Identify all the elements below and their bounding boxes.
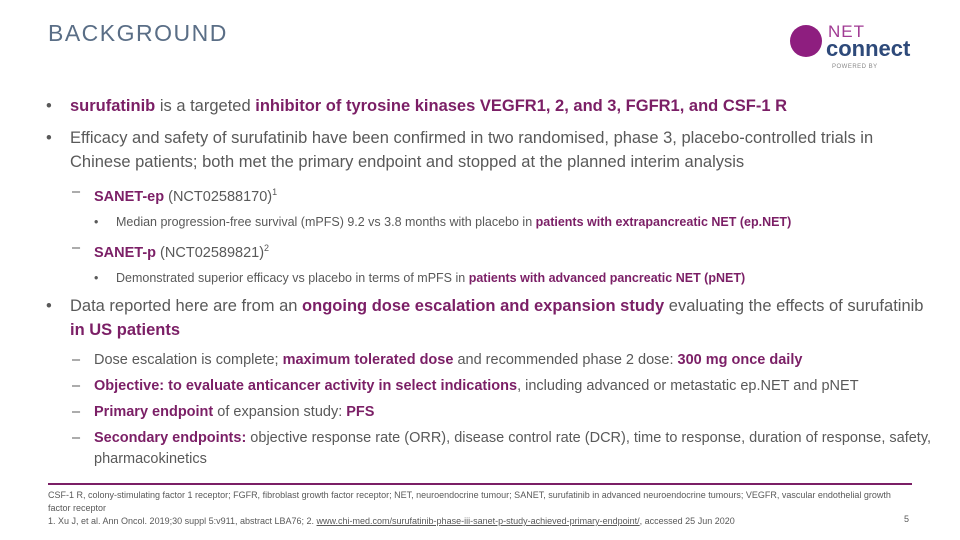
population-text: patients with advanced pancreatic NET (pNET) — [468, 270, 746, 285]
dash-glyph: – — [72, 239, 81, 256]
text-run: Demonstrated superior efficacy vs placebo in terms of mPFS in — [116, 270, 469, 285]
sub-bullet-dose — [32, 350, 932, 371]
secondary-endpoint-label: Secondary endpoints: — [94, 429, 247, 446]
logo-connect-text: connect — [826, 36, 911, 61]
bullet-efficacy — [32, 126, 932, 174]
page-title: BACKGROUND — [48, 20, 228, 46]
primary-endpoint-value: PFS — [346, 403, 375, 420]
bullet-surufatinib — [32, 94, 932, 118]
efficacy-text: Efficacy and safety of surufatinib have been confirmed in two randomised, phase 3, placebo-controlled trials in Chinese patients; both met the primary endpoint and stopped at the planned interim analysis — [70, 129, 874, 171]
text-run: Dose escalation is complete; — [94, 351, 283, 368]
dash-glyph: – — [72, 184, 81, 200]
references — [48, 515, 898, 528]
text-run: is a targeted — [155, 97, 256, 115]
sub-sub-bullet-sanet-p — [32, 268, 932, 288]
study-design-text: ongoing dose escalation and expansion study — [302, 296, 665, 315]
abbreviations: CSF-1 R, colony-stimulating factor 1 receptor; FGFR, fibroblast growth factor receptor; NET, neuroendocrine tumour; SANET, surufatinib in advanced neuroendocrine tumours; VEGFR, vascular endothelial growth factor receptor — [48, 490, 891, 513]
footnote — [48, 489, 898, 528]
trial-name: SANET-p — [94, 244, 157, 261]
bullet-glyph: • — [46, 129, 52, 147]
reference-marker: 1 — [272, 187, 278, 197]
sub-bullet-sanet-p — [32, 238, 932, 264]
population-text: in US patients — [70, 320, 181, 339]
dash-glyph: – — [72, 377, 81, 394]
population-text: patients with extrapancreatic NET (ep.NET) — [535, 214, 792, 229]
bullet-glyph: • — [46, 97, 52, 115]
sub-bullet-primary — [32, 402, 932, 423]
bullet-glyph: • — [94, 214, 99, 229]
text-run: objective response rate (ORR), disease control rate (DCR), time to response, duration of response, safety, pharmacokinetics — [94, 429, 932, 467]
bullet-study-data — [32, 294, 932, 342]
trial-name: SANET-ep — [94, 188, 165, 205]
dash-glyph: – — [72, 429, 81, 446]
reference-text: , accessed 25 Jun 2020 — [639, 516, 735, 526]
sub-bullet-secondary — [32, 428, 932, 470]
slide-content — [32, 94, 932, 470]
dash-glyph: – — [72, 403, 81, 420]
text-run: evaluating the effects of surufatinib — [664, 296, 924, 315]
reference-text: 1. Xu J, et al. Ann Oncol. 2019;30 suppl 5:v911, abstract LBA76; 2. — [48, 516, 317, 526]
text-run: , including advanced or metastatic ep.NET and pNET — [517, 377, 859, 394]
drug-name: surufatinib — [70, 97, 156, 115]
primary-endpoint-label: Primary endpoint — [94, 403, 214, 420]
page-number: 5 — [904, 514, 910, 524]
bullet-glyph: • — [94, 270, 99, 285]
footer-divider — [48, 483, 912, 485]
logo-emblem-icon — [790, 25, 822, 57]
sub-bullet-sanet-ep — [32, 182, 932, 208]
sub-bullet-objective — [32, 376, 932, 397]
text-run: and recommended phase 2 dose: — [453, 351, 678, 368]
reference-marker: 2 — [264, 242, 270, 253]
text-run: Data reported here are from an — [70, 296, 303, 315]
bullet-glyph: • — [46, 296, 52, 315]
sub-sub-bullet-sanet-ep — [32, 212, 932, 232]
text-run: of expansion study: — [213, 403, 347, 420]
objective-text: Objective: to evaluate anticancer activity in select indications — [94, 377, 518, 394]
dose-text: 300 mg once daily — [677, 351, 803, 368]
mechanism-text: inhibitor of tyrosine kinases VEGFR1, 2, and 3, FGFR1, and CSF-1 R — [255, 97, 787, 115]
mtd-text: maximum tolerated dose — [282, 351, 454, 368]
netconnect-logo — [790, 22, 930, 76]
trial-id: (NCT02588170) — [164, 188, 273, 205]
logo-net-text: NET — [828, 22, 865, 41]
trial-id: (NCT02589821) — [156, 244, 265, 261]
text-run: Median progression-free survival (mPFS) 9.2 vs 3.8 months with placebo in — [116, 214, 536, 229]
dash-glyph: – — [72, 351, 81, 368]
logo-powered-text: POWERED BY — [832, 64, 878, 70]
reference-link[interactable]: www.chi-med.com/surufatinib-phase-iii-sanet-p-study-achieved-primary-endpoint/ — [316, 516, 640, 526]
